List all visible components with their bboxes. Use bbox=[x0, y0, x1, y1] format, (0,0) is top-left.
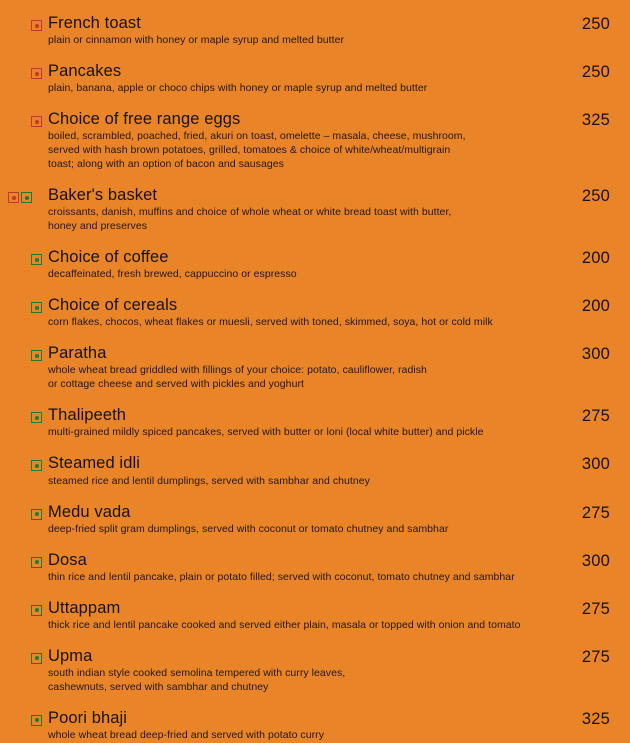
marker-dot bbox=[35, 512, 39, 516]
menu-item-body bbox=[42, 62, 552, 96]
menu-item[interactable] bbox=[8, 248, 610, 282]
nonveg-marker-icon bbox=[31, 20, 42, 31]
marker-dot bbox=[35, 464, 39, 468]
menu-item-description bbox=[48, 268, 544, 282]
menu-item-description-line: croissants, danish, muffins and choice of whole wheat or white bread toast with butter, bbox=[48, 206, 452, 219]
menu-item[interactable] bbox=[8, 62, 610, 96]
menu-item-price: 275 bbox=[581, 647, 610, 666]
menu-item-description-line: served with hash brown potatoes, grilled, tomatoes & choice of white/wheat/multigrain bbox=[48, 144, 451, 157]
veg-marker-icon bbox=[31, 557, 42, 568]
menu-item-description bbox=[48, 729, 544, 743]
diet-marker-group bbox=[8, 599, 42, 616]
menu-item-name: Medu vada bbox=[48, 502, 131, 521]
menu-item-price: 300 bbox=[581, 345, 610, 364]
menu-item-name: Choice of coffee bbox=[48, 248, 169, 267]
menu-item-name: Thalipeeth bbox=[48, 406, 127, 425]
veg-marker-icon bbox=[31, 350, 42, 361]
menu-item-price: 250 bbox=[581, 15, 610, 33]
menu-item-description bbox=[48, 130, 544, 172]
menu-item-description-line: whole wheat bread griddled with fillings of your choice: potato, cauliflower, radish bbox=[48, 364, 427, 377]
marker-dot bbox=[35, 24, 39, 28]
veg-marker-icon bbox=[21, 192, 32, 203]
menu-item-description bbox=[48, 206, 544, 234]
veg-marker-icon bbox=[31, 653, 42, 664]
menu-item-price: 200 bbox=[581, 297, 610, 316]
menu-item-price: 325 bbox=[581, 709, 610, 728]
menu-item-description bbox=[48, 619, 544, 633]
menu-item-list bbox=[8, 14, 610, 743]
menu-item-description-line: or cottage cheese and served with pickles and yoghurt bbox=[48, 378, 304, 391]
menu-item[interactable] bbox=[8, 110, 610, 172]
menu-item-name: Pancakes bbox=[48, 62, 122, 81]
menu-item-description-line: plain, banana, apple or choco chips with honey or maple syrup and melted butter bbox=[48, 82, 428, 95]
marker-dot bbox=[35, 608, 39, 612]
diet-marker-group bbox=[8, 344, 42, 361]
menu-item[interactable] bbox=[8, 14, 610, 48]
menu-item-price: 300 bbox=[581, 551, 610, 570]
marker-dot bbox=[35, 306, 39, 310]
marker-dot bbox=[35, 354, 39, 358]
nonveg-marker-icon bbox=[31, 116, 42, 127]
menu-item-description-line: corn flakes, chocos, wheat flakes or muesli, served with toned, skimmed, soya, hot or cold milk bbox=[48, 316, 493, 329]
menu-item-price: 200 bbox=[581, 249, 610, 268]
menu-item-description-line: cashewnuts, served with sambhar and chutney bbox=[48, 680, 269, 693]
menu-item[interactable] bbox=[8, 454, 610, 488]
marker-dot bbox=[25, 196, 29, 200]
menu-item-description bbox=[48, 426, 544, 440]
menu-item-price: 250 bbox=[581, 187, 610, 206]
marker-dot bbox=[35, 120, 39, 124]
menu-item-body bbox=[42, 709, 552, 743]
menu-item-price: 275 bbox=[581, 599, 610, 618]
veg-marker-icon bbox=[31, 715, 42, 726]
marker-dot bbox=[35, 656, 39, 660]
menu-item-price: 250 bbox=[581, 63, 610, 82]
menu-item[interactable] bbox=[8, 296, 610, 330]
marker-dot bbox=[12, 196, 16, 200]
menu-item-body bbox=[42, 503, 552, 537]
menu-item-description bbox=[48, 475, 544, 489]
diet-marker-group bbox=[8, 406, 42, 423]
menu-item-description-line: thick rice and lentil pancake cooked and served either plain, masala or topped with onion and tomato bbox=[48, 618, 521, 631]
menu-item-name: Paratha bbox=[48, 344, 107, 363]
diet-marker-group bbox=[8, 296, 42, 313]
menu-item[interactable] bbox=[8, 503, 610, 537]
menu-item-description-line: decaffeinated, fresh brewed, cappuccino or espresso bbox=[48, 268, 297, 281]
menu-item[interactable] bbox=[8, 709, 610, 743]
marker-dot bbox=[35, 718, 39, 722]
menu-item[interactable] bbox=[8, 599, 610, 633]
menu-item-body bbox=[42, 248, 552, 282]
menu-item-body bbox=[42, 296, 552, 330]
menu-item-description-line: thin rice and lentil pancake, plain or potato filled; served with coconut, tomato chutney and sambhar bbox=[48, 570, 515, 583]
menu-item-body bbox=[42, 454, 552, 488]
menu-item-description-line: boiled, scrambled, poached, fried, akuri on toast, omelette – masala, cheese, mushroom, bbox=[48, 130, 466, 143]
menu-item-description-line: deep-fried split gram dumplings, served with coconut or tomato chutney and sambhar bbox=[48, 522, 449, 535]
menu-item-price: 275 bbox=[581, 407, 610, 426]
menu-item-description-line: plain or cinnamon with honey or maple syrup and melted butter bbox=[48, 34, 345, 47]
menu-item-description bbox=[48, 364, 544, 392]
menu-item-description-line: whole wheat bread deep-fried and served with potato curry bbox=[48, 728, 325, 741]
menu-item-name: Dosa bbox=[48, 550, 87, 569]
veg-marker-icon bbox=[31, 302, 42, 313]
menu-item-description-line: honey and preserves bbox=[48, 220, 148, 233]
marker-dot bbox=[35, 560, 39, 564]
menu-item-name: Steamed idli bbox=[48, 454, 140, 473]
veg-marker-icon bbox=[31, 460, 42, 471]
diet-marker-group bbox=[8, 709, 42, 726]
menu-item-body bbox=[42, 110, 552, 172]
diet-marker-group bbox=[8, 503, 42, 520]
menu-item-name: Baker's basket bbox=[48, 186, 158, 205]
veg-marker-icon bbox=[31, 509, 42, 520]
marker-dot bbox=[35, 72, 39, 76]
diet-marker-group bbox=[8, 62, 42, 79]
diet-marker-group bbox=[8, 454, 42, 471]
menu-item[interactable] bbox=[8, 344, 610, 392]
menu-item-body bbox=[42, 186, 552, 234]
menu-item-body bbox=[42, 647, 552, 695]
menu-item-name: Choice of free range eggs bbox=[48, 110, 241, 129]
menu-item-name: Uttappam bbox=[48, 598, 121, 617]
nonveg-marker-icon bbox=[8, 192, 19, 203]
diet-marker-group bbox=[8, 248, 42, 265]
menu-item-price: 275 bbox=[581, 503, 610, 522]
menu-item-name: Upma bbox=[48, 646, 93, 665]
menu-item-description bbox=[48, 523, 544, 537]
veg-marker-icon bbox=[31, 412, 42, 423]
menu-item-body bbox=[42, 406, 552, 440]
diet-marker-group bbox=[8, 186, 42, 203]
menu-item-body bbox=[42, 14, 552, 48]
menu-item-description-line: south indian style cooked semolina tempered with curry leaves, bbox=[48, 666, 346, 679]
diet-marker-group bbox=[8, 647, 42, 664]
diet-marker-group bbox=[8, 110, 42, 127]
menu-item-description bbox=[48, 571, 544, 585]
marker-dot bbox=[35, 258, 39, 262]
menu-item-description-line: multi-grained mildly spiced pancakes, served with butter or loni (local white butter) and pickle bbox=[48, 426, 484, 439]
menu-item-price: 300 bbox=[581, 455, 610, 474]
nonveg-marker-icon bbox=[31, 68, 42, 79]
menu-item-description-line: steamed rice and lentil dumplings, served with sambhar and chutney bbox=[48, 474, 370, 487]
menu-item-body bbox=[42, 599, 552, 633]
menu-item[interactable] bbox=[8, 406, 610, 440]
menu-item-body bbox=[42, 344, 552, 392]
menu-item-description-line: toast; along with an option of bacon and sausages bbox=[48, 158, 284, 171]
menu-item-name: Poori bhaji bbox=[48, 708, 128, 727]
veg-marker-icon bbox=[31, 254, 42, 265]
marker-dot bbox=[35, 416, 39, 420]
menu-item-body bbox=[42, 551, 552, 585]
menu-item-description bbox=[48, 316, 544, 330]
menu-item-name: French toast bbox=[48, 14, 141, 32]
menu-item-name: Choice of cereals bbox=[48, 296, 178, 315]
menu-item-price: 325 bbox=[581, 111, 610, 130]
veg-marker-icon bbox=[31, 605, 42, 616]
menu-item[interactable] bbox=[8, 551, 610, 585]
menu-item[interactable] bbox=[8, 186, 610, 234]
menu-item[interactable] bbox=[8, 647, 610, 695]
menu-item-description bbox=[48, 82, 544, 96]
diet-marker-group bbox=[8, 14, 42, 31]
menu-item-description bbox=[48, 34, 544, 48]
diet-marker-group bbox=[8, 551, 42, 568]
menu-item-description bbox=[48, 667, 544, 695]
